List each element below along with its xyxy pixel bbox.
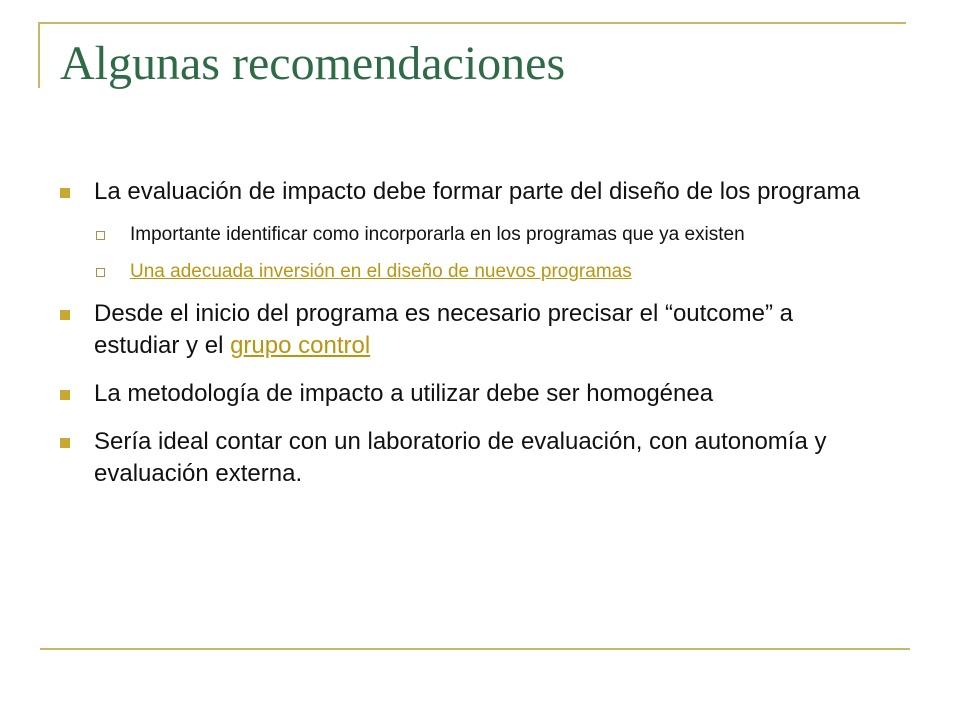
hollow-square-bullet-icon	[96, 231, 105, 240]
filled-square-bullet-icon	[60, 310, 70, 320]
bullet-item	[60, 298, 880, 362]
slide-frame-top-rule	[38, 22, 906, 24]
filled-square-bullet-icon	[60, 390, 70, 400]
slide-title: Algunas recomendaciones	[60, 37, 566, 90]
filled-square-bullet-icon	[60, 188, 70, 198]
bullet-text: Desde el inicio del programa es necesario precisar el “outcome” a estudiar y el	[94, 300, 793, 359]
grupo-control-link[interactable]: grupo control	[230, 332, 371, 359]
bullet-item	[60, 426, 880, 490]
bullet-text: La evaluación de impacto debe formar parte del diseño de los programa	[94, 178, 860, 205]
hollow-square-bullet-icon	[96, 268, 105, 277]
slide-content	[60, 176, 880, 506]
sub-bullet-item	[60, 222, 880, 247]
bullet-item	[60, 378, 880, 410]
filled-square-bullet-icon	[60, 438, 70, 448]
sub-bullet-item	[60, 259, 880, 284]
bullet-item	[60, 176, 880, 208]
sub-bullet-text: Importante identificar como incorporarla en los programas que ya existen	[130, 224, 745, 245]
bullet-text: La metodología de impacto a utilizar debe ser homogénea	[94, 380, 714, 407]
bullet-text: Sería ideal contar con un laboratorio de evaluación, con autonomía y evaluación externa.	[94, 428, 827, 487]
slide-frame-bottom-rule	[40, 648, 910, 650]
slide-frame-left-rule	[38, 22, 40, 88]
sub-bullet-link[interactable]: Una adecuada inversión en el diseño de nuevos programas	[130, 261, 632, 282]
